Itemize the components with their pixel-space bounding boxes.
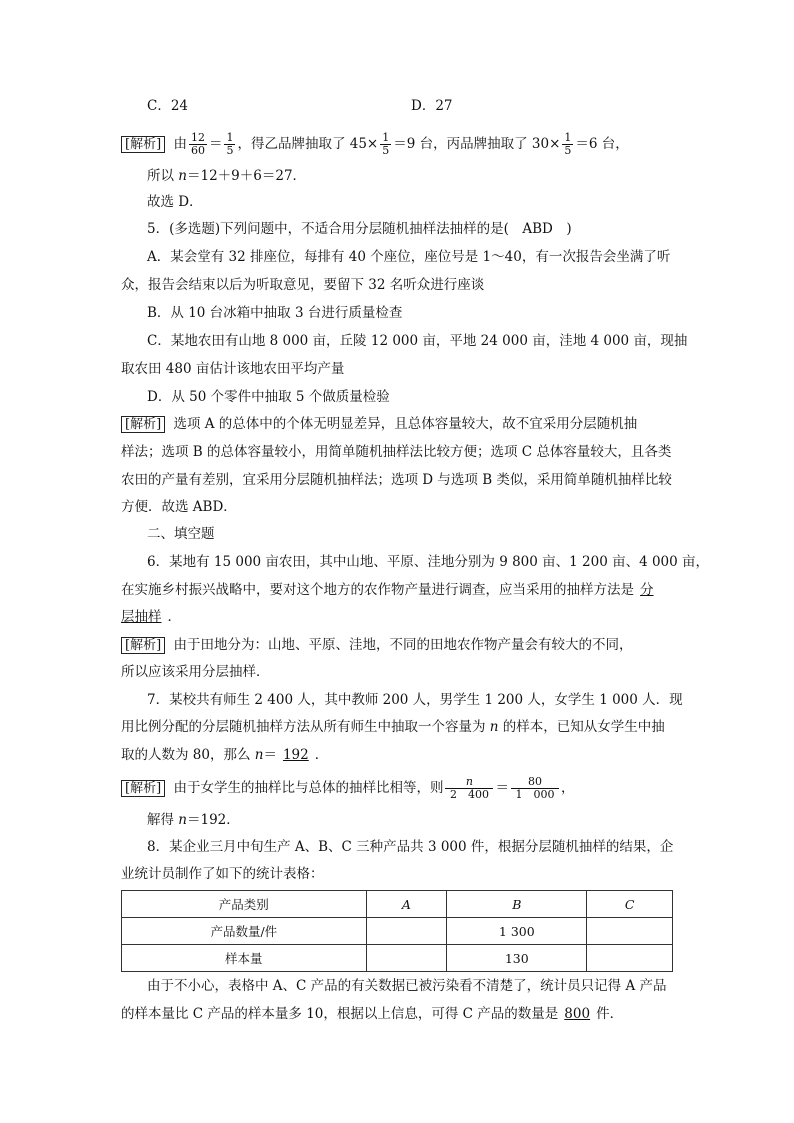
table-cell: 1 300 — [447, 918, 587, 945]
table-cell — [366, 945, 447, 972]
q5-option-c-2: 取农田 480 亩估计该地农田平均产量 — [121, 361, 345, 377]
solution-tag: [解析] — [121, 416, 165, 433]
q4-solution-line2: 所以 n＝12＋9＋6＝27． — [147, 168, 307, 184]
table-header-cell: A — [366, 891, 447, 918]
q5-option-a-2: 众，报告会结束以后为听取意见，要留下 32 名听众进行座谈 — [121, 277, 485, 293]
solution-tag: [解析] — [121, 780, 165, 797]
table-row — [122, 918, 673, 945]
q5-option-b: B．从 10 台冰箱中抽取 3 台进行质量检查 — [147, 305, 403, 321]
q8-after-table-1: 由于不小心，表格中 A、C 产品的有关数据已被污染看不清楚了，统计员只记得 A 产品 — [147, 978, 667, 994]
q5-option-c-1: C．某地农田有山地 8 000 亩，丘陵 12 000 亩，平地 24 000 亩，洼地 4 000 亩，现抽 — [147, 333, 688, 349]
table-cell — [366, 918, 447, 945]
q5-solution-2: 样法；选项 B 的总体容量较小，用简单随机抽样法比较方便；选项 C 总体容量较大，且各类 — [121, 444, 672, 460]
statistics-table — [121, 890, 673, 972]
table-row — [122, 891, 673, 918]
option-c: C．24 — [147, 98, 189, 114]
q5-solution-1: [解析] 选项 A 的总体中的个体无明显差异，且总体容量较大，故不宜采用分层随机抽 — [121, 415, 637, 433]
q8-after-table-2: 的样本量比 C 产品的样本量多 10，根据以上信息，可得 C 产品的数量是 800 件． — [121, 1006, 624, 1022]
table-header-cell: 产品类别 — [122, 891, 367, 918]
table-header-cell: B — [447, 891, 587, 918]
table-row — [122, 945, 673, 972]
q7-solution-2: 解得 n＝192． — [147, 812, 240, 828]
table-cell — [587, 945, 673, 972]
fraction-80-1000: $\frac{80}{1 000}$ — [511, 776, 559, 801]
answer-blank: 192 — [282, 747, 309, 763]
fraction-n-2400: $\frac{n}{2 400}$ — [445, 776, 493, 801]
answer-blank: 层抽样 — [121, 609, 162, 625]
q7-line2: 用比例分配的分层随机抽样方法从所有师生中抽取一个容量为 n 的样本，已知从女学生中抽 — [121, 719, 665, 735]
fraction-12-60: $\frac{12}{60}$ — [190, 131, 205, 157]
q5-option-d: D．从 50 个零件中抽取 5 个做质量检验 — [147, 389, 390, 405]
table-cell: 样本量 — [122, 945, 367, 972]
q6-line1: 6．某地有 15 000 亩农田，其中山地、平原、洼地分别为 9 800 亩、1 200 亩、4 000 亩， — [147, 554, 710, 570]
q5-solution-3: 农田的产量有差别，宜采用分层随机抽样法；选项 D 与选项 B 类似，采用简单随机抽样比较 — [121, 472, 672, 488]
q5-option-a-1: A．某会堂有 32 排座位，每排有 40 个座位，座位号是 1～40，有一次报告会坐满了听 — [147, 249, 671, 265]
q6-solution-2: 所以应该采用分层抽样． — [121, 664, 270, 680]
table-header-cell: C — [587, 891, 673, 918]
q4-solution-line3: 故选 D． — [147, 194, 203, 210]
answer-blank: 800 — [564, 1006, 591, 1022]
q8-line1: 8．某企业三月中旬生产 A、B、C 三种产品共 3 000 件，根据分层随机抽样的结果，企 — [147, 839, 674, 855]
table-cell — [587, 918, 673, 945]
section-title: 二、填空题 — [147, 526, 215, 542]
q7-line3: 取的人数为 80，那么 n＝ 192 ． — [121, 747, 329, 763]
table-cell: 130 — [447, 945, 587, 972]
q5-solution-4: 方便．故选 ABD． — [121, 499, 237, 515]
table-cell: 产品数量/件 — [122, 918, 367, 945]
q8-line2: 业统计员制作了如下的统计表格： — [121, 866, 324, 882]
q7-line1: 7．某校共有师生 2 400 人，其中教师 200 人，男学生 1 200 人，女学生 1 000 人．现 — [147, 692, 683, 708]
answer-blank: 分 — [640, 582, 654, 598]
fraction-1-5: $\frac{1}{5}$ — [226, 131, 234, 157]
q6-line2: 在实施乡村振兴战略中，要对这个地方的农作物产量进行调查，应当采用的抽样方法是 分 — [121, 581, 660, 599]
q6-line3: 层抽样 ． — [121, 609, 181, 625]
solution-tag: [解析] — [121, 637, 165, 654]
option-d: D．27 — [411, 98, 453, 114]
q4-solution-line1: [解析] 由 $\frac{12}{60}$ ＝ $\frac{1}{5}$ ，得乙品牌抽取了 45× $\frac{1}{5}$ ＝9 台，丙品牌抽取了 30× $\frac{1}{5}$ ＝6 台， — [121, 132, 629, 157]
q5-stem: 5．(多选题)下列问题中，不适合用分层随机抽样法抽样的是( ABD ) — [147, 221, 572, 237]
solution-tag: [解析] — [121, 136, 165, 153]
fraction-1-5: $\frac{1}{5}$ — [564, 131, 572, 157]
q6-solution-1: [解析] 由于田地分为：山地、平原、洼地，不同的田地农作物产量会有较大的不同， — [121, 636, 632, 654]
q7-solution-1: [解析] 由于女学生的抽样比与总体的抽样比相等，则 $\frac{n}{2 400}$ ＝ $\frac{80}{1 000}$ ， — [121, 776, 574, 801]
fraction-1-5: $\frac{1}{5}$ — [382, 131, 390, 157]
